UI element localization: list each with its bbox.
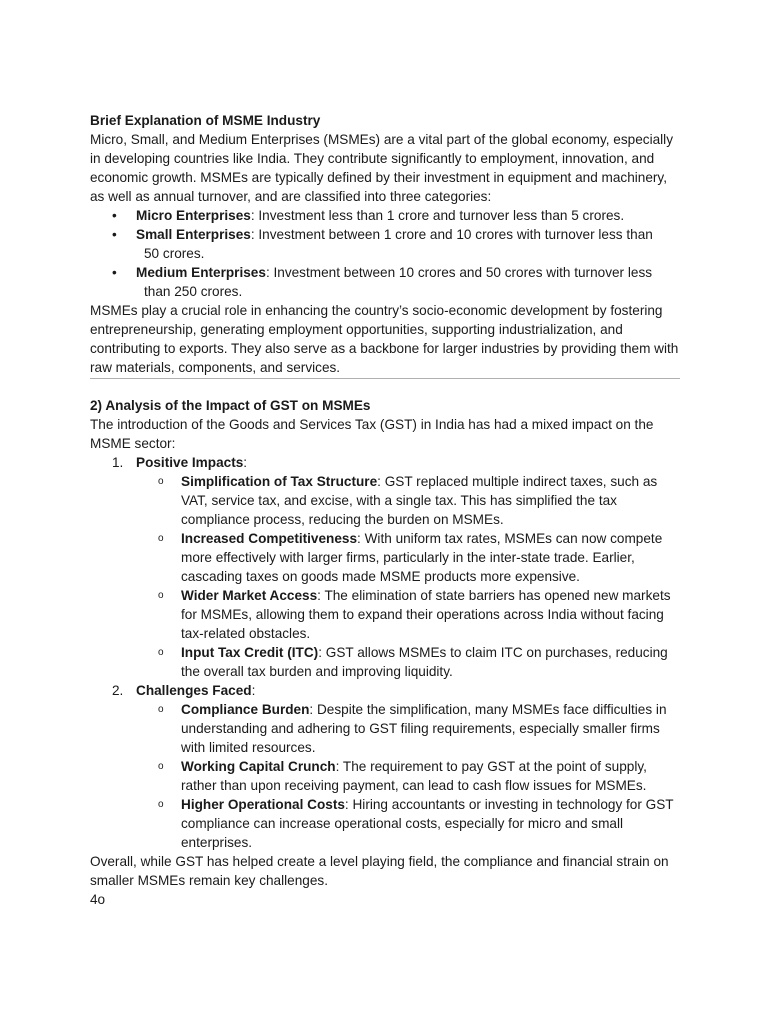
positive-impacts-list — [136, 472, 680, 681]
list-item — [136, 472, 680, 529]
category-list — [90, 206, 680, 301]
category-term: Micro Enterprises — [136, 208, 251, 223]
impact-list — [90, 453, 680, 852]
group-title: Challenges Faced — [136, 683, 252, 698]
list-item — [136, 700, 680, 757]
circle-bullet-icon: o — [158, 704, 164, 715]
section2-intro: The introduction of the Goods and Services Tax (GST) in India has had a mixed impact on the MSME sector: — [90, 417, 654, 451]
challenges-list — [136, 700, 680, 852]
category-item-micro — [90, 206, 680, 225]
item-text: : Hiring accountants or investing in technology for GST compliance can increase operational costs, especially for micro and small enterprises. — [181, 797, 674, 850]
list-item — [136, 643, 680, 681]
list-number: 2. — [112, 683, 124, 698]
item-text: : The requirement to pay GST at the point of supply, rather than upon receiving payment, can lead to cash flow issues for MSMEs. — [181, 759, 647, 793]
list-item — [136, 795, 680, 852]
bullet-icon: • — [112, 227, 117, 242]
item-term: Higher Operational Costs — [181, 797, 345, 812]
group-title-suffix: : — [251, 683, 256, 698]
list-item — [136, 586, 680, 643]
category-term: Medium Enterprises — [136, 265, 266, 280]
item-text: : GST replaced multiple indirect taxes, such as VAT, service tax, and excise, with a single tax. This has simplified the tax compliance process, reducing the burden on MSMEs. — [181, 474, 658, 527]
item-text: : With uniform tax rates, MSMEs can now compete more effectively with larger firms, particularly in the inter-state trade. Earlier, cascading taxes on goods made MSME products more expensive. — [181, 531, 663, 584]
section2-conclusion: Overall, while GST has helped create a level playing field, the compliance and financial strain on smaller MSMEs remain key challenges. — [90, 854, 669, 888]
impact-sublist-positive-wrap — [90, 472, 680, 681]
bullet-icon: • — [112, 265, 117, 280]
group-title: Positive Impacts — [136, 455, 244, 470]
item-term: Compliance Burden — [181, 702, 310, 717]
item-term: Simplification of Tax Structure — [181, 474, 378, 489]
item-text: : GST allows MSMEs to claim ITC on purchases, reducing the overall tax burden and improving liquidity. — [181, 645, 668, 679]
item-text: : The elimination of state barriers has opened new markets for MSMEs, allowing them to expand their operations across India without facing tax-related obstacles. — [181, 588, 671, 641]
impact-group-positive — [90, 453, 680, 472]
circle-bullet-icon: o — [158, 590, 164, 601]
category-term: Small Enterprises — [136, 227, 251, 242]
item-term: Input Tax Credit (ITC) — [181, 645, 319, 660]
category-text-cont: 50 crores. — [144, 246, 205, 261]
section1-closing: MSMEs play a crucial role in enhancing the country’s socio-economic development by fostering entrepreneurship, generating employment opportunities, supporting industrialization, and contributing to exports. They also serve as a backbone for larger industries by providing them with raw materials, components, and services. — [90, 303, 679, 375]
category-text: : Investment less than 1 crore and turnover less than 5 crores. — [250, 208, 625, 223]
footer-note: 4o — [90, 892, 106, 907]
section1-intro: Micro, Small, and Medium Enterprises (MSMEs) are a vital part of the global economy, especially in developing countries like India. They contribute significantly to employment, innovation, and economic growth. MSMEs are typically defined by their investment in equipment and machinery, as well as annual turnover, and are classified into three categories: — [90, 132, 673, 204]
impact-sublist-challenges-wrap — [90, 700, 680, 852]
list-item — [136, 529, 680, 586]
item-term: Working Capital Crunch — [181, 759, 336, 774]
category-item-medium — [90, 263, 680, 301]
list-number: 1. — [112, 455, 124, 470]
category-item-small — [90, 225, 680, 263]
category-text-cont: than 250 crores. — [144, 284, 243, 299]
item-term: Increased Competitiveness — [181, 531, 358, 546]
circle-bullet-icon: o — [158, 647, 164, 658]
item-text: : Despite the simplification, many MSMEs face difficulties in understanding and adhering to GST filing requirements, especially smaller firms with limited resources. — [181, 702, 667, 755]
circle-bullet-icon: o — [158, 533, 164, 544]
circle-bullet-icon: o — [158, 761, 164, 772]
category-text: : Investment between 10 crores and 50 crores with turnover less — [265, 265, 653, 280]
section1-heading: Brief Explanation of MSME Industry — [90, 113, 321, 128]
circle-bullet-icon: o — [158, 476, 164, 487]
bullet-icon: • — [112, 208, 117, 223]
category-text: : Investment between 1 crore and 10 crores with turnover less than — [250, 227, 653, 242]
circle-bullet-icon: o — [158, 799, 164, 810]
item-term: Wider Market Access — [181, 588, 318, 603]
section-divider — [90, 378, 680, 379]
group-title-suffix: : — [243, 455, 248, 470]
list-item — [136, 757, 680, 795]
impact-group-challenges — [90, 681, 680, 700]
document-page — [90, 111, 680, 909]
section2-heading: 2) Analysis of the Impact of GST on MSMEs — [90, 398, 371, 413]
